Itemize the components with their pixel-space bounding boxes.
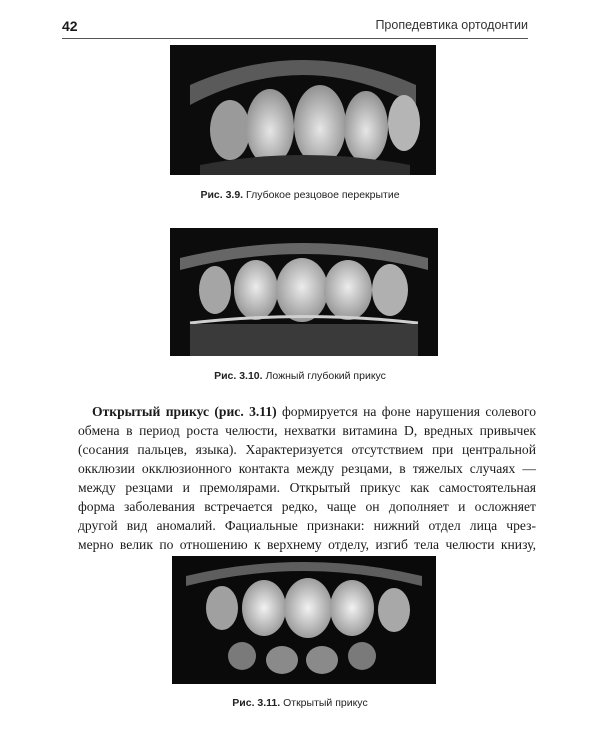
page-header — [62, 14, 528, 39]
paragraph-line: (сосания пальцев, языка). Характеризуется отсутствием при центральной — [78, 442, 536, 457]
figure-number: Рис. 3.11. — [232, 697, 281, 709]
figure-3-10-photo — [170, 228, 438, 356]
figure-3-9-caption — [0, 189, 600, 201]
figure-caption-text: Ложный глубокий прикус — [265, 370, 386, 382]
paragraph-line: форма заболевания встречается редко, чаще он дополняет и осложняет — [78, 499, 536, 514]
figure-number: Рис. 3.9. — [200, 189, 244, 201]
figure-3-11-caption — [0, 697, 600, 709]
page-number: 42 — [62, 18, 78, 34]
paragraph-line: между резцами и премолярами. Открытый прикус как самостоятельная — [78, 480, 536, 495]
bold-term: Открытый прикус — [92, 404, 210, 419]
teeth-photo-image — [170, 45, 436, 175]
figure-3-10-caption — [0, 370, 600, 382]
figure-3-9-photo — [170, 45, 436, 175]
body-paragraph — [78, 402, 536, 554]
teeth-photo-image — [170, 228, 438, 356]
paragraph-line: другой вид аномалий. Фациальные признаки: нижний отдел лица чрез- — [78, 518, 536, 533]
figure-caption-text: Глубокое резцовое перекрытие — [246, 189, 400, 201]
figure-reference: (рис. 3.11) — [214, 404, 277, 419]
figure-caption-text: Открытый прикус — [283, 697, 368, 709]
paragraph-line — [78, 402, 536, 421]
teeth-photo-image — [172, 556, 436, 684]
paragraph-line: окклюзии окклюзионного контакта между резцами, в тяжелых случаях — — [78, 461, 536, 476]
running-title: Пропедевтика ортодонтии — [375, 18, 528, 32]
paragraph-line: мерно велик по отношению к верхнему отделу, изгиб тела челюсти книзу, — [78, 537, 536, 552]
figure-3-11-photo — [172, 556, 436, 684]
figure-number: Рис. 3.10. — [214, 370, 263, 382]
paragraph-line-text: формируется на фоне нарушения солевого — [276, 404, 536, 419]
paragraph-line: обмена в период роста челюсти, нехватки витамина D, вредных привычек — [78, 423, 536, 438]
